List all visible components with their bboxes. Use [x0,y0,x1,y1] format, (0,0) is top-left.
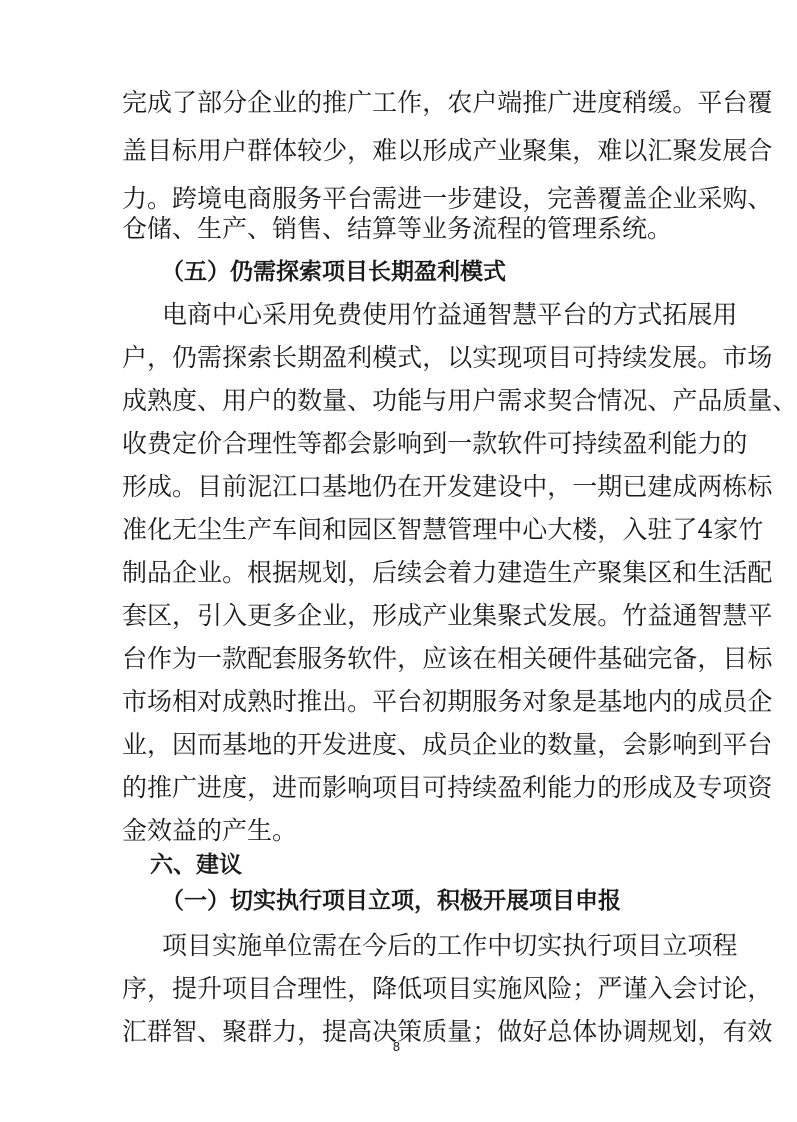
body-line: 台 作 为 一 款 配 套 服 务 软 件 ， 应 该 在 相 关 硬 件 基 础 完 备 ， 目 标 [122,644,773,673]
body-line: 成 熟 度 、 用 户 的 数 量 、 功 能 与 用 户 需 求 契 合 情 况 、 产 品 质 量 、 [122,386,797,415]
body-line: 准 化 无 尘 生 产 车 间 和 园 区 智 慧 管 理 中 心 大 楼 ， 入 驻 了 4 家 竹 [122,515,764,544]
body-line: 力 。 跨 境 电 商 服 务 平 台 需 进 一 步 建 设 ， 完 善 覆 盖 企 业 采 购 、 [122,184,773,213]
subsection-heading-1: （一）切实执行项目立项，积极开展项目申报 [161,888,621,914]
body-line: 制 品 企 业 。 根 据 规 划 ， 后 续 会 着 力 建 造 生 产 聚 集 区 和 生 活 配 [122,558,773,587]
section-heading-6: 六、建议 [150,852,242,878]
body-line: 套 区 ， 引 入 更 多 企 业 ， 形 成 产 业 集 聚 式 发 展 。 竹 益 通 智 慧 平 [122,601,773,630]
body-line: 序 ， 提 升 项 目 合 理 性 ， 降 低 项 目 实 施 风 险 ； 严 谨 入 会 讨 论 ， [122,974,773,1003]
body-line: 收 费 定 价 合 理 性 等 都 会 影 响 到 一 款 软 件 可 持 续 盈 利 能 力 的 [122,429,748,458]
body-line: 业 ， 因 而 基 地 的 开 发 进 度 、 成 员 企 业 的 数 量 ， 会 影 响 到 平 台 [122,730,773,759]
body-line: 户 ， 仍 需 探 索 长 期 盈 利 模 式 ， 以 实 现 项 目 可 持 续 发 展 。 市 场 [122,343,773,372]
body-line: 项 目 实 施 单 位 需 在 今 后 的 工 作 中 切 实 执 行 项 目 立 项 程 [162,931,738,960]
body-line: 电 商 中 心 采 用 免 费 使 用 竹 益 通 智 慧 平 台 的 方 式 拓 展 用 [162,300,738,329]
body-line: 金效益的产生。 [122,816,298,845]
body-line: 的 推 广 进 度 ， 进 而 影 响 项 目 可 持 续 盈 利 能 力 的 形 成 及 专 项 资 [122,773,773,802]
body-line: 形 成 。 目 前 泥 江 口 基 地 仍 在 开 发 建 设 中 ， 一 期 已 建 成 两 栋 标 [122,472,773,501]
body-line: 盖 目 标 用 户 群 体 较 少 ， 难 以 形 成 产 业 聚 集 ， 难 以 汇 聚 发 展 合 [122,136,773,165]
page-number: 8 [392,1040,401,1054]
body-line: 汇 群 智 、 聚 群 力 ， 提 高 决 策 质 量 ； 做 好 总 体 协 调 规 划 ， 有 效 [122,1017,773,1046]
section-heading-5: （五）仍需探索项目长期盈利模式 [161,259,506,285]
body-line: 市 场 相 对 成 熟 时 推 出 。 平 台 初 期 服 务 对 象 是 基 地 内 的 成 员 企 [122,687,773,716]
body-line: 仓储、生产、销售、结算等业务流程的管理系统。 [122,214,673,243]
body-line: 完 成 了 部 分 企 业 的 推 广 工 作 ， 农 户 端 推 广 进 度 稍 缓 。 平 台 覆 [122,88,773,117]
